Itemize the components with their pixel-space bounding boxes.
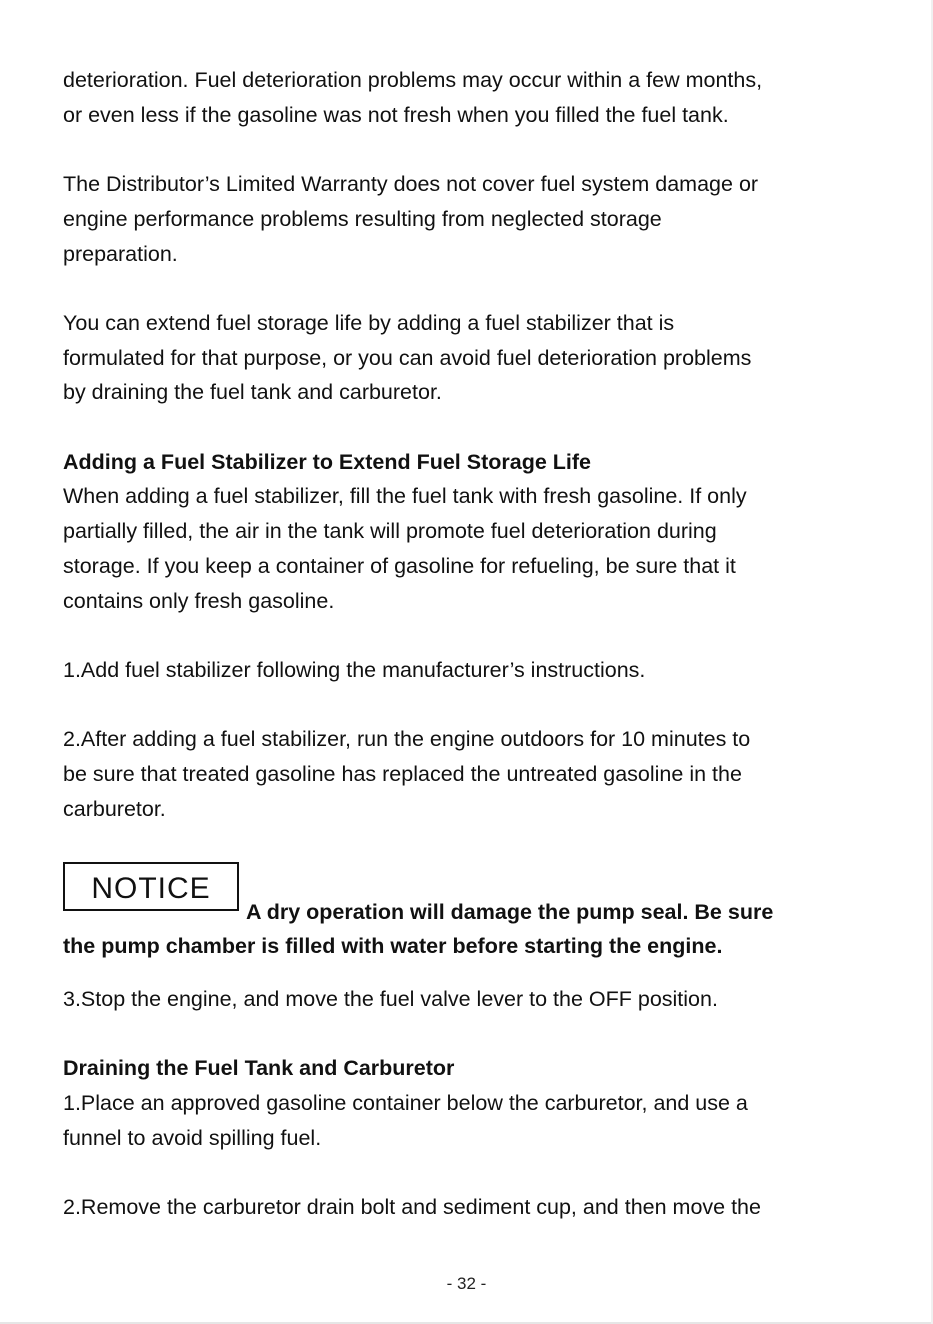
text-line: partially filled, the air in the tank will promote fuel deterioration during bbox=[63, 519, 717, 544]
section-heading: Adding a Fuel Stabilizer to Extend Fuel Storage Life bbox=[63, 449, 591, 474]
text-line: engine performance problems resulting from neglected storage bbox=[63, 206, 662, 231]
text-line: by draining the fuel tank and carburetor. bbox=[63, 380, 442, 405]
step-stop-engine bbox=[63, 982, 863, 1017]
notice-text-line: the pump chamber is filled with water before starting the engine. bbox=[63, 934, 723, 959]
text-line: 1.Add fuel stabilizer following the manufacturer’s instructions. bbox=[63, 657, 646, 682]
text-line: storage. If you keep a container of gasoline for refueling, be sure that it bbox=[63, 553, 736, 578]
section-heading: Draining the Fuel Tank and Carburetor bbox=[63, 1056, 455, 1081]
text-line: 2.After adding a fuel stabilizer, run the engine outdoors for 10 minutes to bbox=[63, 727, 751, 752]
text-line: 2.Remove the carburetor drain bolt and sediment cup, and then move the bbox=[63, 1194, 761, 1219]
text-line: The Distributor’s Limited Warranty does not cover fuel system damage or bbox=[63, 172, 759, 197]
text-line: contains only fresh gasoline. bbox=[63, 588, 335, 613]
notice-text-line: A dry operation will damage the pump seal. Be sure bbox=[246, 900, 774, 925]
paragraph-warranty bbox=[63, 167, 863, 271]
text-line: 1.Place an approved gasoline container below the carburetor, and use a bbox=[63, 1090, 748, 1115]
text-line: 3.Stop the engine, and move the fuel valve lever to the OFF position. bbox=[63, 986, 718, 1011]
step-run-engine bbox=[63, 722, 863, 826]
text-line: funnel to avoid spilling fuel. bbox=[63, 1125, 322, 1150]
text-line: be sure that treated gasoline has replaced the untreated gasoline in the bbox=[63, 761, 742, 786]
page-number: - 32 - bbox=[446, 1274, 487, 1293]
step-remove-drain-bolt bbox=[63, 1190, 863, 1225]
section-stabilizer bbox=[63, 445, 863, 619]
paragraph-fuel-deterioration bbox=[63, 63, 863, 132]
notice-badge: NOTICE bbox=[63, 862, 239, 911]
text-line: or even less if the gasoline was not fresh when you filled the fuel tank. bbox=[63, 102, 729, 127]
step-add-stabilizer bbox=[63, 653, 863, 688]
text-line: You can extend fuel storage life by adding a fuel stabilizer that is bbox=[63, 310, 675, 335]
manual-page-body bbox=[63, 63, 863, 1225]
text-line: deterioration. Fuel deterioration problems may occur within a few months, bbox=[63, 68, 763, 92]
text-line: preparation. bbox=[63, 241, 178, 266]
notice-block bbox=[63, 862, 863, 959]
paragraph-extend-storage bbox=[63, 306, 863, 410]
section-draining bbox=[63, 1051, 863, 1155]
text-line: carburetor. bbox=[63, 796, 166, 821]
text-line: When adding a fuel stabilizer, fill the fuel tank with fresh gasoline. If only bbox=[63, 484, 747, 509]
text-line: formulated for that purpose, or you can avoid fuel deterioration problems bbox=[63, 345, 752, 370]
